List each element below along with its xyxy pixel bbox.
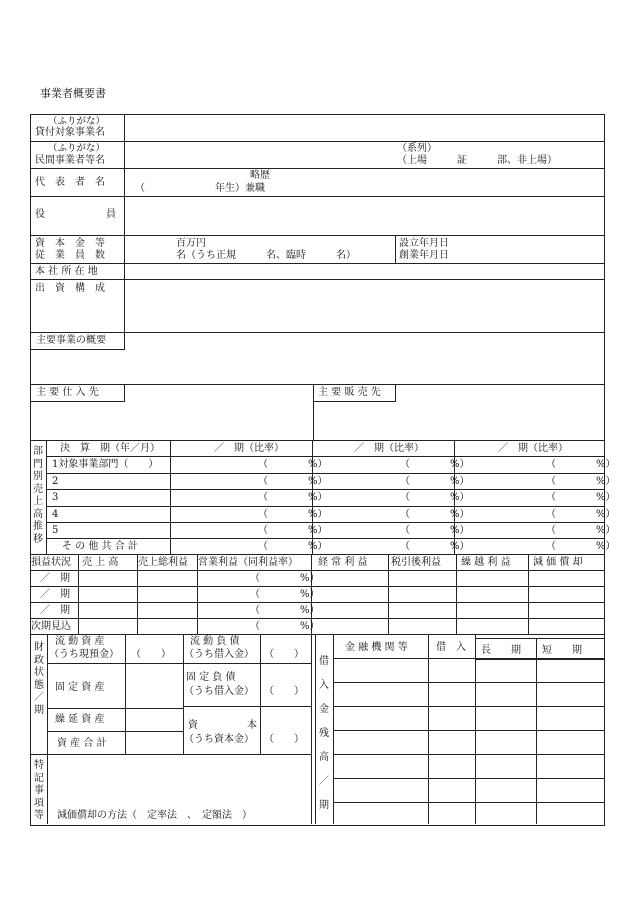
cell-divider [46,440,47,554]
dept-sales-vertical-label: 部門別売上高推移 [33,446,43,545]
dept-row-pct: （ %） [258,492,328,503]
row-line [183,706,311,707]
row-line [30,554,604,555]
equity-paren: （ ） [264,734,304,745]
borrowing-balance-vertical-label: 借入金残高／期 [319,656,329,811]
cell-divider [125,634,126,754]
pl-pct: （ %） [250,589,320,600]
current-assets-paren: （ ） [131,649,171,660]
row-line [47,731,183,732]
dept-row-pct: （ %） [546,492,616,503]
dept-row-3: 3 [52,492,59,503]
depreciation-method: 減価償却の方法（ 定率法 、 定額法 ） [57,810,252,821]
cell-divider [260,634,261,754]
pl-header-ordinary-profit: 経 常 利 益 [318,557,368,568]
row-line [30,618,604,619]
fixed-liab-paren: （ ） [264,686,304,697]
birth-year-label: （ 年生）兼職 [135,183,265,194]
pl-header-gross-profit: 売上総利益 [138,557,188,568]
borrowing-header: 借 入 [436,642,466,653]
furigana-1: （ふりがな） [48,116,106,127]
row-line [333,682,604,683]
row-line [333,730,604,731]
dept-row-total: そ の 他 共 合 計 [62,541,138,552]
label-column-divider [124,114,125,332]
dept-row-pct: （ %） [400,541,470,552]
cash-deposits-label: （うち現預金） [49,649,119,660]
officers-label-1: 役 [35,209,45,220]
dept-row-pct: （ %） [258,459,328,470]
of-capital-label: （うち資本金） [184,734,254,745]
row-line [30,235,604,236]
row-line [333,706,604,707]
cell-divider [395,235,396,263]
row-line [30,196,604,197]
row-line [30,634,604,635]
dept-row-5: 5 [52,525,59,536]
current-assets-label: 流 動 資 産 [55,636,105,647]
dept-row-pct: （ %） [258,541,328,552]
period-ratio-header-1: ／ 期（比率） [214,443,284,454]
dept-row-2: 2 [52,476,59,487]
fixed-assets-label: 固 定 資 産 [55,682,105,693]
pl-pct: （ %） [250,573,320,584]
pl-header-depreciation: 減 価 償 却 [533,557,583,568]
established-label: 設立年月日 [399,238,449,249]
cell-divider [388,554,389,634]
row-line [46,538,604,539]
target-business-name-label: 貸付対象事業名 [35,127,105,138]
main-suppliers-label: 主 要 仕 入 先 [36,387,99,398]
listing-label: （上場 証 部、非上場） [397,155,557,166]
row-line [333,658,604,659]
dept-row-pct: （ %） [400,509,470,520]
employees-label: 従 業 員 数 [35,250,105,261]
current-liab-borrowings: （うち借入金） [184,649,254,660]
pl-header-retained: 繰 越 利 益 [461,557,511,568]
dept-row-pct: （ %） [258,509,328,520]
founded-label: 創業年月日 [399,250,449,261]
cell-divider [528,554,529,634]
row-line [46,522,604,523]
row-line [46,489,604,490]
pl-pct: （ %） [250,621,320,632]
dept-row-pct: （ %） [400,459,470,470]
dept-row-pct: （ %） [258,525,328,536]
row-line [30,586,604,587]
row-line [47,708,183,709]
dept-row-4: 4 [52,509,59,520]
special-notes-vertical-label: 特記事項等 [34,760,44,821]
dept-row-pct: （ %） [400,492,470,503]
main-business-label: 主要事業の概要 [36,335,106,346]
dept-row-1: 1対象事業部門（ ） [52,459,159,470]
cell-divider [536,638,537,824]
pl-pct: （ %） [250,605,320,616]
period-ratio-header-2: ／ 期（比率） [354,443,424,454]
pl-header-status: 損益状況 [31,557,71,568]
row-line [46,456,604,457]
main-customers-label: 主 要 販 売 先 [318,387,381,398]
pl-header-sales: 売 上 高 [82,557,119,568]
dept-row-pct: （ %） [546,509,616,520]
dept-row-pct: （ %） [546,525,616,536]
deferred-assets-label: 繰 延 資 産 [55,714,105,725]
cell-divider [475,634,476,824]
pl-period-3: ／ 期 [40,605,70,616]
row-line [47,663,311,664]
row-line [46,473,604,474]
million-yen-unit: 百万円 [176,238,206,249]
dept-row-pct: （ %） [546,459,616,470]
cell-divider [311,634,312,824]
row-line [30,279,604,280]
dept-row-pct: （ %） [546,541,616,552]
row-line [30,141,604,142]
row-line [30,602,604,603]
period-ratio-header-3: ／ 期（比率） [498,443,568,454]
dept-row-pct: （ %） [400,525,470,536]
cell-divider [428,634,429,824]
current-liabilities-label: 流 動 負 債 [190,636,240,647]
fixed-liabilities-label: 固 定 負 債 [186,672,236,683]
fixed-liab-borrowings: （うち借入金） [184,686,254,697]
long-term-header: 長 期 [481,645,521,656]
row-line [333,754,604,755]
furigana-2: （ふりがな） [48,143,106,154]
employee-breakdown: 名（うち正規 名、臨時 名） [176,250,356,261]
cell-divider [333,634,334,824]
head-office-label: 本 社 所 在 地 [35,266,98,277]
cell-divider [78,554,79,634]
row-line [333,778,604,779]
pl-period-1: ／ 期 [40,573,70,584]
officers-label-2: 員 [106,209,116,220]
row-line [30,440,604,441]
settlement-period-header: 決 算 期（年／月） [60,443,160,454]
document-title: 事業者概要書 [40,87,106,100]
capital-label: 資 本 金 等 [35,238,105,249]
financial-institution-header: 金 融 機 関 等 [345,642,408,653]
total-assets-label: 資 産 合 計 [57,738,107,749]
row-line [333,802,604,803]
cell-divider [170,440,171,554]
private-operator-name-label: 民間事業者等名 [35,155,105,166]
short-term-header: 短 期 [542,645,582,656]
row-line [46,506,604,507]
dept-row-pct: （ %） [546,476,616,487]
equity-label-2: 本 [247,720,257,731]
representative-label: 代 表 者 名 [35,177,105,188]
dept-row-pct: （ %） [258,476,328,487]
row-line [30,754,311,755]
dept-row-pct: （ %） [400,476,470,487]
current-liab-paren: （ ） [264,649,304,660]
equity-label-1: 資 [188,720,198,731]
cell-divider [456,554,457,634]
pl-header-net-profit: 税引後利益 [391,557,441,568]
row-line [30,263,604,264]
career-label: 略歴 [250,170,270,181]
pl-period-2: ／ 期 [40,589,70,600]
row-line [30,168,604,169]
financial-position-vertical-label: 財政状態／期 [34,642,44,716]
next-forecast-label: 次期見込 [31,621,71,632]
row-line [30,570,604,571]
cell-divider [315,634,316,824]
capital-structure-label: 出 資 構 成 [35,283,105,294]
affiliation-label: （系列） [397,143,437,154]
pl-header-operating-profit: 営業利益（同利益率） [198,557,298,568]
